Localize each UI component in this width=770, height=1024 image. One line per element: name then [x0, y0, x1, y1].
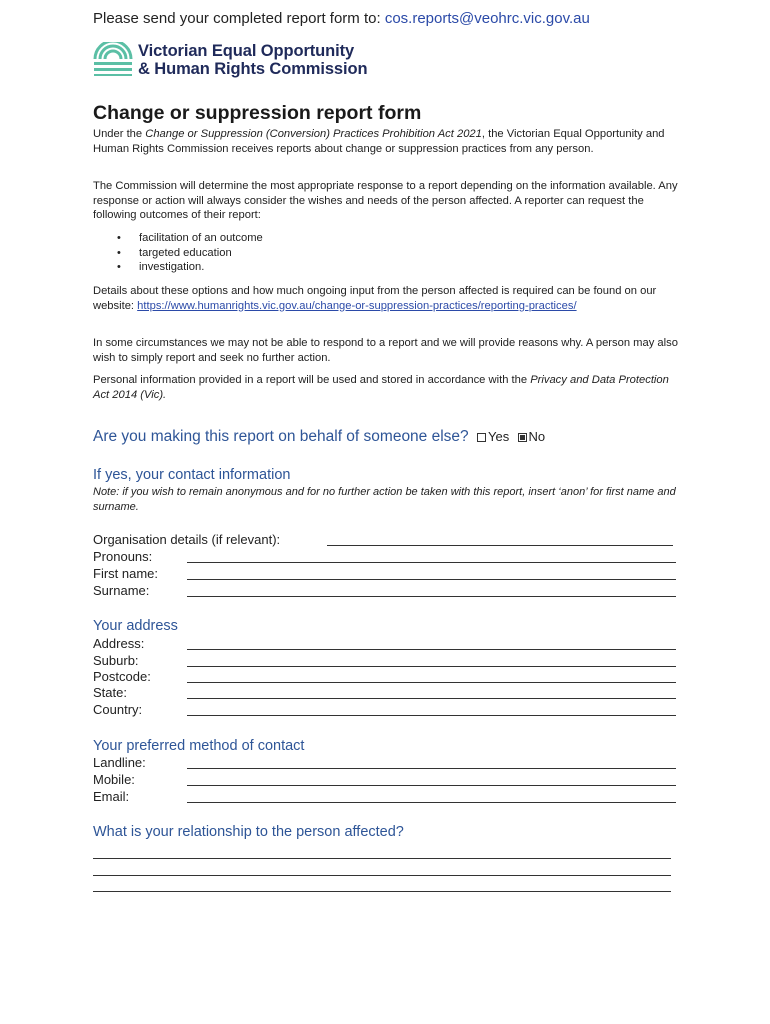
- organisation-field[interactable]: [327, 545, 673, 546]
- contact-method-heading: Your preferred method of contact: [93, 738, 305, 754]
- organisation-label: Organisation details (if relevant):: [93, 532, 281, 547]
- commission-name-line1: Victorian Equal Opportunity: [138, 42, 355, 60]
- act-name: Change or Suppression (Conversion) Practices Prohibition Act 2021: [145, 128, 482, 140]
- contact-heading: If yes, your contact information: [93, 467, 291, 483]
- country-field[interactable]: [187, 715, 676, 716]
- intro-p1-text-end: , the Victorian Equal Opportunity and Human Rights Commission receives reports about change or suppression practices from any person.: [93, 128, 665, 155]
- address-heading: Your address: [93, 618, 178, 634]
- outcomes-list: [93, 231, 263, 275]
- submission-email-link[interactable]: cos.reports@veohrc.vic.gov.au: [384, 10, 590, 27]
- privacy-act-name: Privacy and Data Protection Act 2014 (Vic).: [93, 374, 669, 401]
- relationship-heading: What is your relationship to the person affected?: [93, 824, 404, 840]
- pronouns-field[interactable]: [187, 562, 676, 563]
- anonymous-note: Note: if you wish to remain anonymous and for no further action be taken with this report, insert ‘anon’ for first name and surname.: [93, 486, 676, 513]
- state-label: State:: [93, 685, 127, 700]
- mobile-label: Mobile:: [93, 772, 135, 787]
- pronouns-label: Pronouns:: [93, 549, 153, 564]
- behalf-no-option[interactable]: [518, 429, 546, 444]
- surname-label: Surname:: [93, 583, 150, 598]
- yes-label: Yes: [487, 429, 510, 444]
- submission-instruction-text: Please send your completed report form to:: [93, 10, 385, 27]
- behalf-yes-option[interactable]: [477, 429, 509, 444]
- postcode-label: Postcode:: [93, 669, 151, 684]
- commission-logo-icon: [93, 42, 133, 76]
- address-field[interactable]: [187, 649, 676, 650]
- suburb-field[interactable]: [187, 666, 676, 667]
- list-item: • facilitation of an outcome: [93, 231, 263, 246]
- surname-field[interactable]: [187, 596, 676, 597]
- email-label: Email:: [93, 789, 130, 804]
- intro-paragraph-1: [93, 127, 683, 156]
- relationship-field-line-2[interactable]: [93, 875, 671, 876]
- yes-checkbox[interactable]: [477, 433, 486, 442]
- email-field[interactable]: [187, 802, 676, 803]
- country-label: Country:: [93, 702, 143, 717]
- first-name-field[interactable]: [187, 579, 676, 580]
- state-field[interactable]: [187, 698, 676, 699]
- address-label: Address:: [93, 636, 145, 651]
- relationship-field-line-3[interactable]: [93, 891, 671, 892]
- behalf-question: [93, 428, 545, 446]
- list-item: • targeted education: [93, 246, 263, 261]
- mobile-field[interactable]: [187, 785, 676, 786]
- list-item: • investigation.: [93, 260, 263, 275]
- intro-p1-text: Under the: [93, 128, 146, 140]
- intro-paragraph-4: In some circumstances we may not be able to respond to a report and we will provide reasons why. A person may also wish to simply report and seek no further action.: [93, 337, 678, 364]
- landline-label: Landline:: [93, 755, 146, 770]
- first-name-label: First name:: [93, 566, 159, 581]
- intro-paragraph-5: [93, 373, 683, 402]
- behalf-question-text: Are you making this report on behalf of someone else?: [93, 428, 469, 445]
- commission-name: [138, 42, 367, 78]
- postcode-field[interactable]: [187, 682, 676, 683]
- intro-p5-text: Personal information provided in a report will be used and stored in accordance with the: [93, 374, 531, 386]
- page-title: Change or suppression report form: [93, 102, 422, 124]
- intro-paragraph-2: The Commission will determine the most appropriate response to a report depending on the information available. Any response or action will always consider the wishes and needs of the person affected. A reporter can request the following outcomes of their report:: [93, 180, 678, 221]
- no-label: No: [528, 429, 546, 444]
- website-link[interactable]: https://www.humanrights.vic.gov.au/change-or-suppression-practices/reporting-practices/: [137, 299, 577, 312]
- commission-logo: [93, 42, 423, 82]
- suburb-label: Suburb:: [93, 653, 139, 668]
- no-checkbox[interactable]: [518, 433, 527, 442]
- submission-instruction: [93, 10, 590, 27]
- relationship-field-line-1[interactable]: [93, 858, 671, 859]
- intro-p3-text: Details about these options and how much ongoing input from the person affected is required can be found on our website:: [93, 285, 657, 312]
- intro-paragraph-3: [93, 284, 683, 313]
- commission-name-line2: & Human Rights Commission: [138, 60, 368, 78]
- landline-field[interactable]: [187, 768, 676, 769]
